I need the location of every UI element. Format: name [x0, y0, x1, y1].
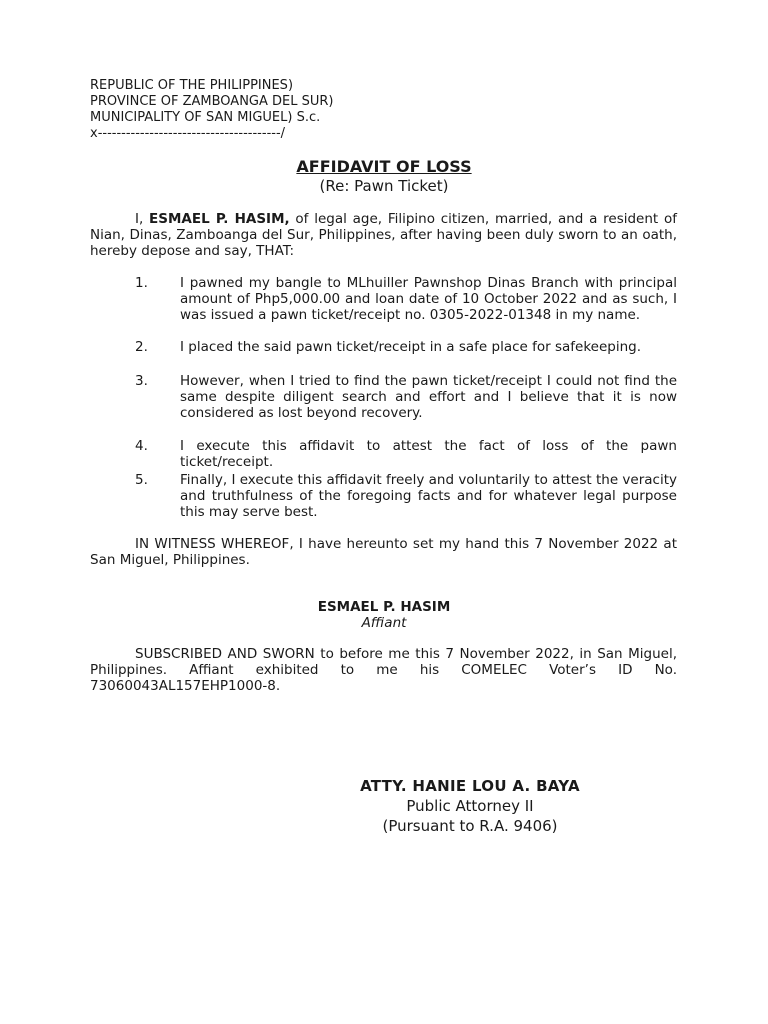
item-number: 1.: [135, 275, 148, 291]
caption-line-republic: REPUBLIC OF THE PHILIPPINES): [90, 78, 294, 93]
document-title: AFFIDAVIT OF LOSS: [296, 157, 472, 176]
list-item: [90, 438, 677, 470]
attorney-basis: (Pursuant to R.A. 9406): [382, 817, 558, 835]
venue-caption: [90, 78, 334, 142]
list-item: [90, 373, 677, 421]
list-item: [90, 339, 677, 355]
item-text: I placed the said pawn ticket/receipt in a safe place for safekeeping.: [180, 339, 642, 355]
item-text: I execute this affidavit to attest the fact of loss of the pawn ticket/receipt.: [180, 438, 677, 470]
attorney-title: Public Attorney II: [406, 797, 534, 815]
intro-before: I,: [135, 211, 150, 227]
intro-after: of legal age, Filipino citizen, married, and a resident of Nian, Dinas, Zamboanga del Sur, Philippines, after having been duly sworn to an oath, hereby depose and say, THAT:: [90, 211, 677, 259]
witness-paragraph: IN WITNESS WHEREOF, I have hereunto set my hand this 7 November 2022 at San Miguel, Philippines.: [90, 536, 677, 568]
affiant-role: Affiant: [361, 615, 407, 631]
document-subtitle: (Re: Pawn Ticket): [319, 177, 449, 195]
attorney-signature-block: [356, 776, 584, 836]
list-item: [90, 275, 677, 323]
intro-paragraph: [90, 211, 677, 259]
jurat-paragraph: SUBSCRIBED AND SWORN to before me this 7 November 2022, in San Miguel, Philippines. Affiant exhibited to me his COMELEC Voter’s ID No. 73060043AL157EHP1000-8.: [90, 646, 677, 694]
caption-line-province: PROVINCE OF ZAMBOANGA DEL SUR): [90, 94, 334, 109]
title-block: [0, 157, 768, 195]
item-text: I pawned my bangle to MLhuiller Pawnshop Dinas Branch with principal amount of Php5,000.00 and loan date of 10 October 2022 and as such, I was issued a pawn ticket/receipt no. 0305-2022-01348 in my name.: [180, 275, 677, 323]
caption-line-divider: x---------------------------------------/: [90, 126, 286, 141]
list-item: [90, 472, 677, 520]
caption-line-municipality: MUNICIPALITY OF SAN MIGUEL) S.c.: [90, 110, 321, 125]
item-text: Finally, I execute this affidavit freely and voluntarily to attest the veracity and truthfulness of the foregoing facts and for whatever legal purpose this may serve best.: [180, 472, 677, 520]
item-text: However, when I tried to find the pawn ticket/receipt I could not find the same despite diligent search and effort and I believe that it is now considered as lost beyond recovery.: [180, 373, 677, 421]
item-number: 2.: [135, 339, 148, 355]
item-number: 3.: [135, 373, 148, 389]
attorney-name: ATTY. HANIE LOU A. BAYA: [360, 777, 580, 795]
item-number: 4.: [135, 438, 148, 454]
affiant-name: ESMAEL P. HASIM: [317, 599, 451, 615]
item-number: 5.: [135, 472, 148, 488]
intro-affiant-name: ESMAEL P. HASIM,: [149, 211, 290, 227]
